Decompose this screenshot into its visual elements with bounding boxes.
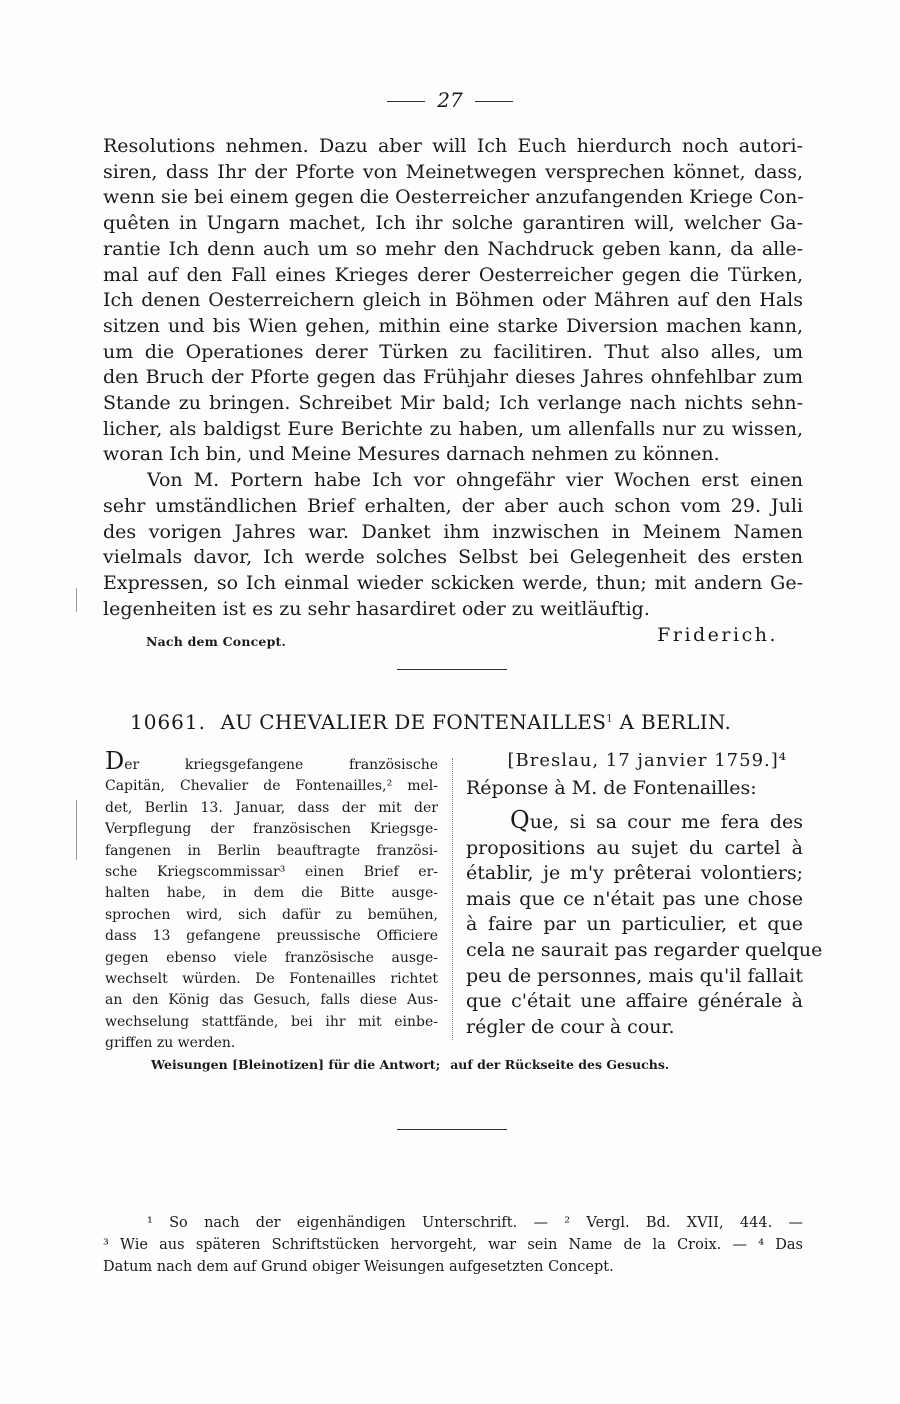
footnote-rule: [397, 1129, 507, 1130]
page-header: [0, 88, 900, 112]
reply-line: mais que ce n'était pas une chose: [466, 887, 803, 910]
reply-heading: Réponse à M. de Fontenailles:: [466, 777, 757, 799]
reply-line: régler de cour à cour.: [466, 1015, 675, 1038]
instructions-left: Weisungen [Bleinotizen] für die Antwort;: [151, 1057, 441, 1072]
body-line: Expressen, so Ich einmal wieder sckicken werde, thun; mit andern Ge-: [103, 571, 803, 594]
margin-mark: [76, 588, 77, 612]
body-line: licher, als baldigst Eure Berichte zu haben, um allenfalls nur zu wissen,: [103, 417, 803, 440]
body-line: den Bruch der Pforte gegen das Frühjahr dieses Jahres ohnfehlbar zum: [103, 366, 803, 389]
header-dash-right: [475, 101, 513, 102]
column-divider: [452, 758, 453, 1040]
instructions-note: [151, 1057, 669, 1072]
footnote-line: Datum nach dem auf Grund obiger Weisungen aufgesetzten Concept.: [103, 1259, 614, 1275]
body-line: mal auf den Fall eines Krieges derer Oesterreicher gegen die Türken,: [103, 263, 803, 286]
body-line: sehr umständlichen Brief erhalten, der aber auch schon vom 29. Juli: [103, 494, 803, 517]
body-line: Resolutions nehmen. Dazu aber will Ich Euch hierdurch noch autori-: [103, 135, 803, 157]
reply-line: que c'était une affaire générale à: [466, 990, 803, 1013]
body-line: Ich denen Oesterreichern gleich in Böhmen oder Mähren auf den Hals: [103, 289, 803, 312]
summary-line: gegen ebenso viele französische ausge-: [105, 949, 438, 966]
letter-heading: [130, 710, 780, 734]
petition-summary: [105, 747, 438, 1055]
body-line: des vorigen Jahres war. Danket ihm inzwischen in Meinem Namen: [103, 520, 803, 543]
body-line: Von M. Portern habe Ich vor ohngefähr vier Wochen erst einen: [147, 469, 803, 492]
footnote-line: ¹ So nach der eigenhändigen Unterschrift. — ² Vergl. Bd. XVII, 444. —: [147, 1215, 803, 1231]
reply-line: cela ne saurait pas regarder quelque: [466, 938, 823, 961]
summary-line: dass 13 gefangene preussische Officiere: [105, 928, 438, 945]
footnotes: [103, 1212, 803, 1278]
summary-line: an den König das Gesuch, falls diese Aus-: [105, 992, 438, 1009]
body-line: um die Operationes derer Türken zu facilitiren. Thut also alles, um: [103, 340, 803, 363]
source-note: Nach dem Concept.: [146, 634, 287, 649]
reply-initial: Q: [510, 806, 530, 834]
summary-line: Capitän, Chevalier de Fontenailles,² mel-: [105, 778, 438, 795]
heading-footnote-mark: 1: [606, 713, 613, 725]
body-line: rantie Ich denn auch um so mehr den Nachdruck geben kann, da alle-: [103, 237, 803, 260]
summary-line: Der kriegsgefangene französische: [105, 747, 438, 775]
header-dash-left: [387, 101, 425, 102]
summary-line: griffen zu werden.: [105, 1035, 236, 1052]
summary-line: sche Kriegscommissar³ einen Brief er-: [105, 864, 438, 881]
reply-column: [466, 748, 823, 1040]
reply-date: [Breslau, 17 janvier 1759.]⁴: [507, 750, 787, 771]
body-line: quêten in Ungarn machet, Ich ihr solche garantiren will, welcher Ga-: [103, 212, 803, 235]
heading-title: AU CHEVALIER DE FONTENAILLES: [220, 710, 607, 734]
body-line: legenheiten ist es zu sehr hasardiret oder zu weitläuftig.: [103, 597, 650, 620]
instructions-right: auf der Rückseite des Gesuchs.: [450, 1057, 670, 1072]
summary-line: wechselt würden. De Fontenailles richtet: [105, 971, 438, 988]
letter-number: 10661.: [130, 710, 206, 734]
heading-place: A BERLIN.: [619, 710, 732, 734]
body-line: siren, dass Ihr der Pforte von Meinetwegen versprechen könnet, dass,: [103, 160, 803, 183]
summary-line: sprochen wird, sich dafür zu bemühen,: [105, 906, 438, 923]
margin-mark: [76, 800, 77, 860]
page-number: 27: [437, 88, 463, 112]
reply-line: à faire par un particulier, et que: [466, 913, 803, 936]
signature-row: [146, 624, 778, 654]
summary-initial: D: [105, 747, 125, 775]
signature: Friderich.: [657, 624, 778, 646]
reply-line: établir, je m'y prêterai volontiers;: [466, 862, 803, 885]
summary-line: Verpflegung der französischen Kriegsge-: [105, 821, 438, 838]
summary-line: fangenen in Berlin beauftragte französi-: [105, 842, 438, 859]
section-rule: [397, 669, 507, 670]
summary-line: wechselung stattfände, bei ihr mit einbe-: [105, 1013, 438, 1030]
letter-body: [103, 134, 803, 622]
body-line: vielmals davor, Ich werde solches Selbst bei Gelegenheit des ersten: [103, 546, 803, 569]
body-line: Stande zu bringen. Schreibet Mir bald; Ich verlange nach nichts sehn-: [103, 392, 803, 415]
reply-line: Que, si sa cour me fera des: [510, 806, 803, 834]
footnote-line: ³ Wie aus späteren Schriftstücken hervorgeht, war sein Name de la Croix. — ⁴ Das: [103, 1237, 803, 1253]
body-line: sitzen und bis Wien gehen, mithin eine starke Diversion machen kann,: [103, 314, 803, 337]
summary-line: halten habe, in dem die Bitte ausge-: [105, 885, 438, 902]
summary-line: det, Berlin 13. Januar, dass der mit der: [105, 799, 438, 816]
reply-line: peu de personnes, mais qu'il fallait: [466, 964, 803, 987]
body-line: wenn sie bei einem gegen die Oesterreicher anzufangenden Kriege Con-: [103, 186, 804, 209]
reply-line: propositions au sujet du cartel à: [466, 836, 803, 859]
body-line: woran Ich bin, und Meine Mesures darnach nehmen zu können.: [103, 443, 720, 466]
